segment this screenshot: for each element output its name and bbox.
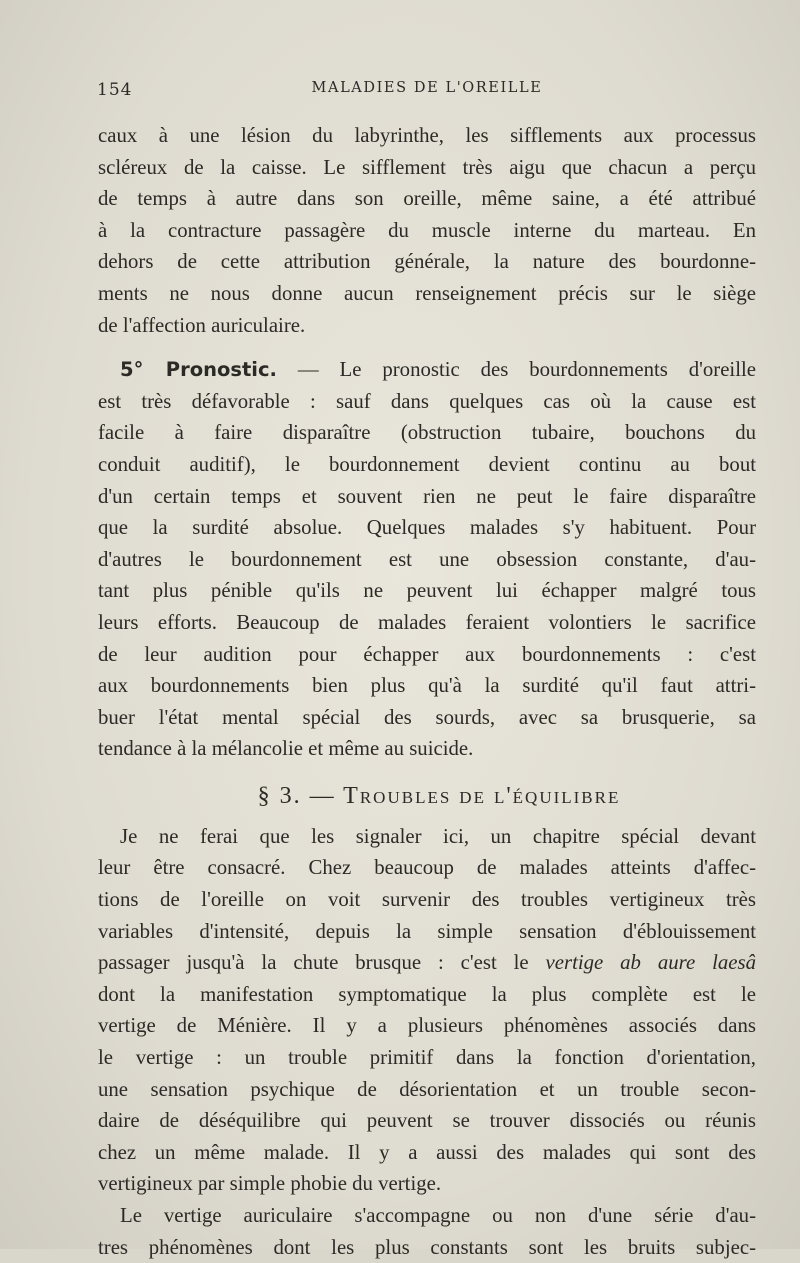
text-line: d'autres le bourdonnement est une obsession constante, d'au- — [98, 547, 756, 571]
paragraph-1 — [98, 120, 756, 341]
text-line: tant plus pénible qu'ils ne peuvent lui échapper malgré tous — [98, 579, 756, 603]
latin-term: vertige ab aure laesâ — [545, 951, 756, 975]
text-line: chez un même malade. Il y a aussi des malades qui sont des — [98, 1140, 756, 1164]
text-line: aux bourdonnements bien plus qu'à la surdité qu'il faut attri- — [98, 674, 756, 698]
text-fragment: passager jusqu'à la chute brusque : c'est le — [98, 951, 546, 975]
text-line: dont la manifestation symptomatique la plus complète est le — [98, 982, 756, 1006]
text-line — [98, 354, 756, 386]
text-line: scléreux de la caisse. Le sifflement très aigu que chacun a perçu — [98, 155, 756, 179]
text-line: de leur audition pour échapper aux bourdonnements : c'est — [98, 642, 756, 666]
text-line: leurs efforts. Beaucoup de malades feraient volontiers le sacrifice — [98, 610, 756, 634]
text-line: une sensation psychique de désorientation et un trouble secon- — [98, 1077, 756, 1101]
running-head: MALADIES DE L'OREILLE — [311, 80, 543, 96]
text-line: tres phénomènes dont les plus constants sont les bruits subjec- — [98, 1235, 756, 1259]
page-header — [97, 80, 757, 110]
text-line: est très défavorable : sauf dans quelques cas où la cause est — [98, 389, 756, 413]
page-body — [98, 120, 756, 1263]
paragraph-4 — [98, 1200, 756, 1263]
text-line: à la contracture passagère du muscle interne du marteau. En — [98, 218, 756, 242]
text-line: le vertige : un trouble primitif dans la fonction d'orientation, — [98, 1046, 756, 1070]
text-fragment: — Le pronostic des bourdonnements d'oreille — [276, 358, 756, 382]
text-line: caux à une lésion du labyrinthe, les sifflements aux processus — [98, 124, 756, 147]
text-line: daire de déséquilibre qui peuvent se trouver dissociés ou réunis — [98, 1109, 756, 1133]
subsection-heading: 5° Pronostic. — [120, 358, 277, 382]
text-line: Je ne ferai que les signaler ici, un chapitre spécial devant — [120, 824, 756, 848]
text-line: tions de l'oreille on voit survenir des troubles vertigineux très — [98, 888, 756, 912]
paragraph-3 — [98, 821, 756, 1200]
page-number: 154 — [97, 80, 133, 100]
text-line: vertige de Ménière. Il y a plusieurs phénomènes associés dans — [98, 1014, 756, 1038]
text-line: leur être consacré. Chez beaucoup de malades atteints d'affec- — [98, 856, 756, 880]
text-line: de temps à autre dans son oreille, même saine, a été attribué — [98, 187, 756, 211]
text-line: conduit auditif), le bourdonnement devient continu au bout — [98, 452, 756, 476]
text-line: dehors de cette attribution générale, la nature des bourdonne- — [98, 250, 756, 274]
section-heading: § 3. — Troubles de l'équilibre — [257, 782, 621, 809]
text-line: buer l'état mental spécial des sourds, avec sa brusquerie, sa — [98, 705, 756, 729]
paragraph-2 — [98, 354, 756, 765]
text-line: variables d'intensité, depuis la simple sensation d'éblouissement — [98, 919, 756, 943]
text-line: vertigineux par simple phobie du vertige. — [98, 1172, 442, 1196]
text-line: que la surdité absolue. Quelques malades s'y habituent. Pour — [98, 516, 756, 540]
text-line: Le vertige auriculaire s'accompagne ou non d'une série d'au- — [120, 1204, 756, 1227]
text-line: d'un certain temps et souvent rien ne peut le faire disparaître — [98, 484, 756, 508]
text-line — [98, 947, 756, 979]
text-line: de l'affection auriculaire. — [98, 313, 306, 337]
text-line: facile à faire disparaître (obstruction tubaire, bouchons du — [98, 421, 756, 445]
text-line: tendance à la mélancolie et même au suicide. — [98, 737, 474, 761]
text-line: ments ne nous donne aucun renseignement précis sur le siège — [98, 281, 756, 305]
